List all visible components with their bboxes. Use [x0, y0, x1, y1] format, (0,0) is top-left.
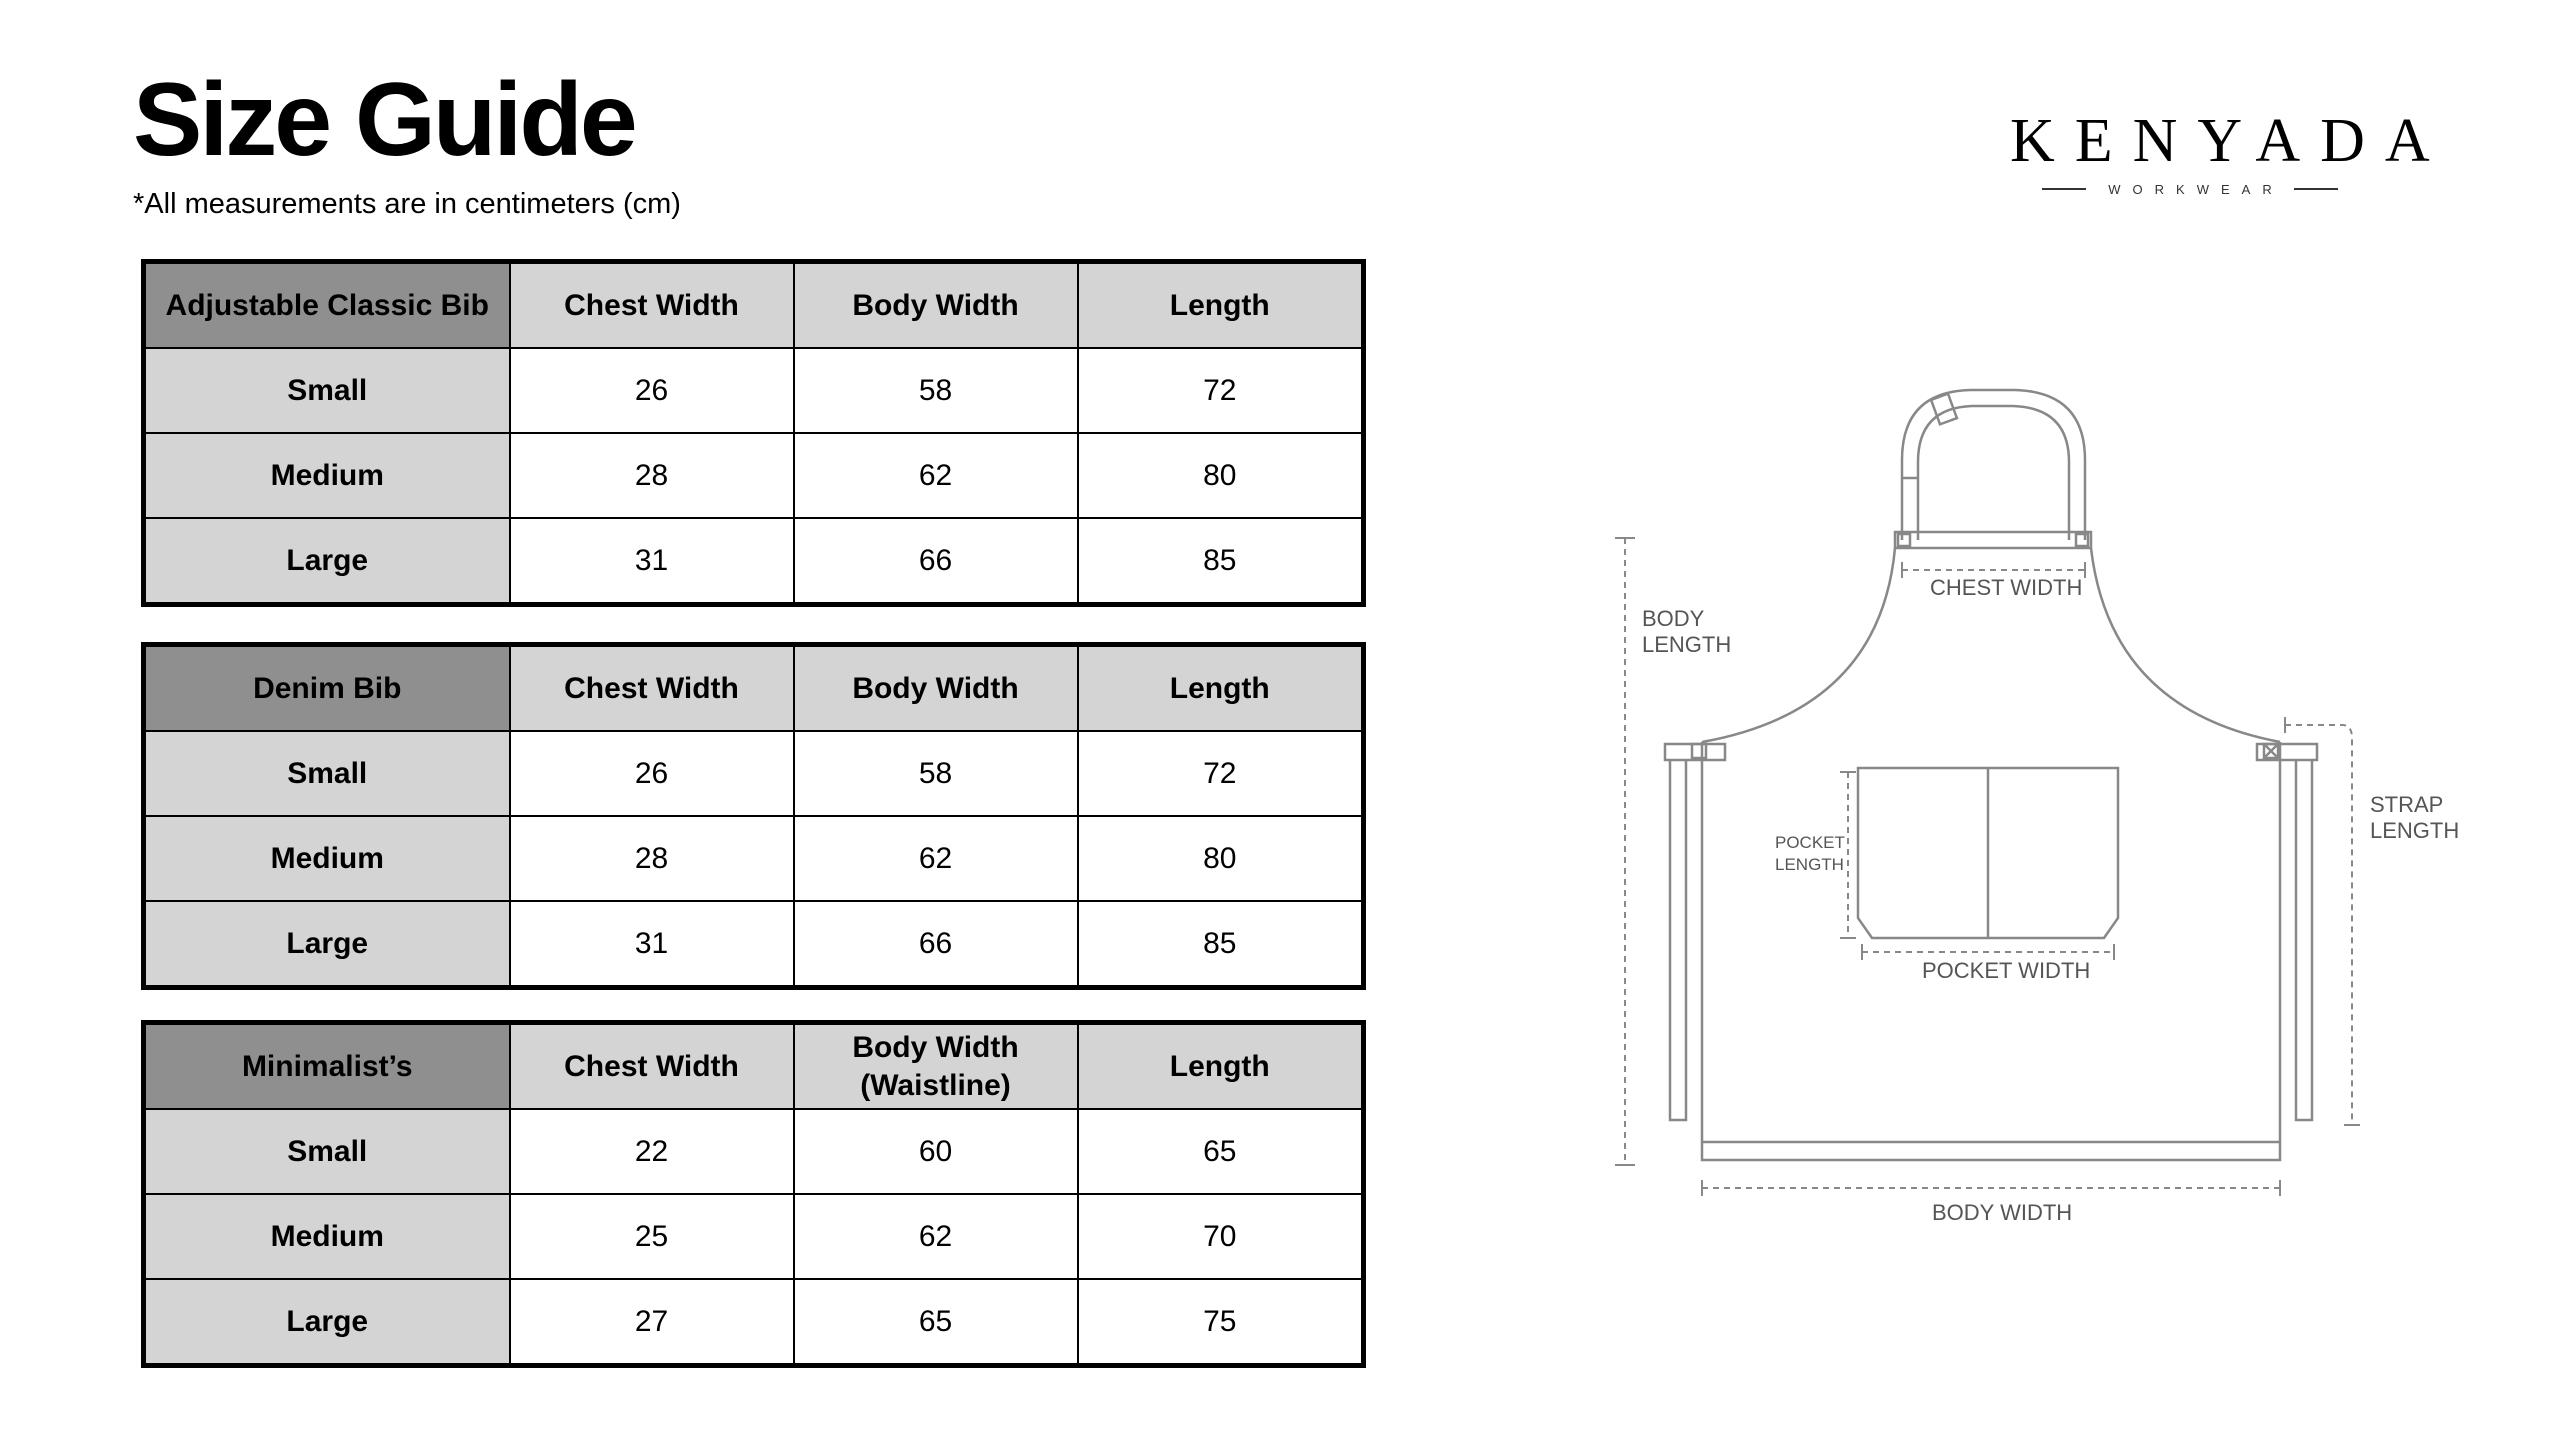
label-body-length-1: BODY [1642, 606, 1705, 631]
table-cell: 65 [794, 1279, 1078, 1366]
logo-divider-right [2294, 188, 2338, 190]
neck-strap-outer [1902, 390, 2085, 540]
table-row [144, 518, 1364, 605]
strap-buckle [1931, 394, 1957, 425]
column-header: Length [1078, 1023, 1364, 1110]
table-cell: 72 [1078, 731, 1364, 816]
table-cell: 65 [1078, 1109, 1364, 1194]
table-cell: 26 [510, 348, 794, 433]
column-header: Body Width [794, 645, 1078, 732]
column-header: Chest Width [510, 645, 794, 732]
label-pocket-length-2: LENGTH [1775, 855, 1844, 874]
table-caption: Minimalist’s [144, 1023, 510, 1110]
table-cell: 75 [1078, 1279, 1364, 1366]
table-cell: 66 [794, 518, 1078, 605]
table-cell: 72 [1078, 348, 1364, 433]
table-row [144, 348, 1364, 433]
table-row [144, 901, 1364, 988]
apron-body [1702, 742, 2280, 1160]
column-header-text: Body Width [852, 1031, 1019, 1064]
neck-strap-inner [1918, 406, 2069, 540]
table-header-row [144, 1023, 1364, 1110]
bib-top-band [1895, 532, 2091, 548]
table-cell: 28 [510, 433, 794, 518]
side-strap-left [1670, 760, 1686, 1120]
armhole-right [2091, 548, 2280, 742]
size-table-classic-bib [141, 259, 1366, 607]
size-label: Large [144, 901, 510, 988]
table-cell: 62 [794, 433, 1078, 518]
label-body-length-2: LENGTH [1642, 632, 1732, 657]
table-cell: 60 [794, 1109, 1078, 1194]
column-header: Length [1078, 645, 1364, 732]
column-header-note: (Waistline) [860, 1068, 1011, 1102]
column-header: Chest Width [510, 1023, 794, 1110]
table-cell: 27 [510, 1279, 794, 1366]
brand-name: KENYADA [2010, 107, 2450, 175]
size-label: Small [144, 348, 510, 433]
brand-logo [2010, 107, 2450, 200]
size-label: Large [144, 1279, 510, 1366]
column-header: Length [1078, 262, 1364, 349]
table-caption: Adjustable Classic Bib [144, 262, 510, 349]
table-cell: 25 [510, 1194, 794, 1279]
grommet-left [1898, 534, 1910, 546]
column-header [794, 1023, 1078, 1110]
label-strap-length-1: STRAP [2370, 792, 2444, 817]
label-chest-width: CHEST WIDTH [1930, 575, 2083, 600]
label-pocket-width: POCKET WIDTH [1922, 958, 2091, 983]
label-strap-length-2: LENGTH [2370, 818, 2460, 843]
table-row [144, 1109, 1364, 1194]
table-cell: 80 [1078, 816, 1364, 901]
table-cell: 62 [794, 1194, 1078, 1279]
brand-tagline-row [2010, 180, 2370, 198]
table-row [144, 433, 1364, 518]
table-cell: 80 [1078, 433, 1364, 518]
table-cell: 28 [510, 816, 794, 901]
column-header: Chest Width [510, 262, 794, 349]
table-cell: 22 [510, 1109, 794, 1194]
table-row [144, 816, 1364, 901]
table-cell: 58 [794, 731, 1078, 816]
logo-divider-left [2042, 188, 2086, 190]
table-header-row [144, 262, 1364, 349]
column-header: Body Width [794, 262, 1078, 349]
table-row [144, 1194, 1364, 1279]
size-table-minimalists [141, 1020, 1366, 1368]
apron-diagram [1590, 370, 2490, 1250]
table-row [144, 731, 1364, 816]
table-cell: 70 [1078, 1194, 1364, 1279]
size-table-denim-bib [141, 642, 1366, 990]
table-header-row [144, 645, 1364, 732]
apron-outline [1665, 390, 2317, 1160]
grommet-waist-left [1692, 744, 1706, 758]
label-pocket-length-1: POCKET [1775, 833, 1845, 852]
page-title: Size Guide [133, 62, 635, 178]
table-row [144, 1279, 1364, 1366]
table-cell: 85 [1078, 518, 1364, 605]
table-cell: 31 [510, 901, 794, 988]
apron-diagram-svg [1590, 370, 2490, 1250]
size-label: Small [144, 1109, 510, 1194]
size-label: Medium [144, 433, 510, 518]
table-cell: 62 [794, 816, 1078, 901]
brand-tagline: WORKWEAR [2108, 181, 2284, 197]
side-strap-right [2296, 760, 2312, 1120]
label-body-width: BODY WIDTH [1932, 1200, 2073, 1225]
table-cell: 85 [1078, 901, 1364, 988]
units-note: *All measurements are in centimeters (cm) [133, 188, 681, 220]
table-caption: Denim Bib [144, 645, 510, 732]
table-cell: 58 [794, 348, 1078, 433]
size-label: Small [144, 731, 510, 816]
size-label: Medium [144, 816, 510, 901]
size-label: Medium [144, 1194, 510, 1279]
size-label: Large [144, 518, 510, 605]
table-cell: 31 [510, 518, 794, 605]
table-cell: 66 [794, 901, 1078, 988]
table-cell: 26 [510, 731, 794, 816]
